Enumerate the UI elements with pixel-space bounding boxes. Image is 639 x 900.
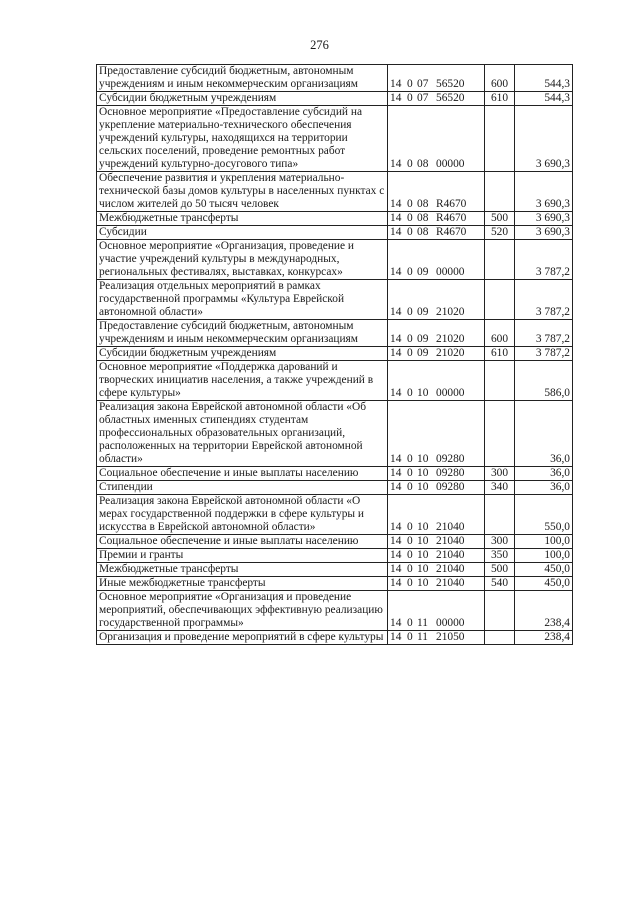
code-part: 0 — [407, 306, 413, 318]
row-name: Основное мероприятие «Организация и проведение мероприятий, обеспечивающих эффективную реализацию государственной программы» — [97, 591, 388, 631]
code-part: 0 — [407, 577, 413, 589]
row-code — [388, 106, 485, 172]
code-part: 21040 — [436, 549, 465, 561]
row-name: Межбюджетные трансферты — [97, 212, 388, 226]
code-part: 10 — [417, 387, 429, 399]
code-part: 14 — [390, 198, 402, 210]
row-amount: 550,0 — [515, 495, 573, 535]
row-expense-type — [485, 106, 515, 172]
row-code — [388, 577, 485, 591]
code-part: 08 — [417, 198, 429, 210]
code-part: 00000 — [436, 266, 465, 278]
row-name: Премии и гранты — [97, 549, 388, 563]
row-amount: 3 690,3 — [515, 106, 573, 172]
code-part: 14 — [390, 306, 402, 318]
code-part: 09 — [417, 306, 429, 318]
code-part: 08 — [417, 226, 429, 238]
row-code — [388, 212, 485, 226]
code-part: 21040 — [436, 521, 465, 533]
code-part: 14 — [390, 212, 402, 224]
code-part: 21040 — [436, 563, 465, 575]
row-amount: 3 787,2 — [515, 240, 573, 280]
code-part: 14 — [390, 481, 402, 493]
row-amount: 450,0 — [515, 563, 573, 577]
row-name: Реализация закона Еврейской автономной области «Об областных именных стипендиях студентам профессиональных образовательных организаций, расположенных на территории Еврейской автономной области» — [97, 401, 388, 467]
code-part: 09280 — [436, 481, 465, 493]
row-name: Стипендии — [97, 481, 388, 495]
table-row — [97, 320, 573, 347]
row-amount: 450,0 — [515, 577, 573, 591]
row-expense-type — [485, 631, 515, 645]
row-code — [388, 467, 485, 481]
code-part: 21020 — [436, 306, 465, 318]
table-row — [97, 347, 573, 361]
row-amount: 238,4 — [515, 591, 573, 631]
row-amount: 3 690,3 — [515, 226, 573, 240]
code-part: 10 — [417, 577, 429, 589]
row-expense-type — [485, 361, 515, 401]
row-expense-type: 500 — [485, 212, 515, 226]
row-name: Предоставление субсидий бюджетным, автономным учреждениям и иным некоммерческим организациям — [97, 320, 388, 347]
row-code — [388, 591, 485, 631]
row-expense-type: 520 — [485, 226, 515, 240]
code-part: 10 — [417, 535, 429, 547]
row-amount: 238,4 — [515, 631, 573, 645]
code-part: 08 — [417, 158, 429, 170]
row-amount: 3 787,2 — [515, 280, 573, 320]
row-code — [388, 320, 485, 347]
row-amount: 586,0 — [515, 361, 573, 401]
table-row — [97, 65, 573, 92]
row-name: Иные межбюджетные трансферты — [97, 577, 388, 591]
row-expense-type: 300 — [485, 467, 515, 481]
code-part: 14 — [390, 549, 402, 561]
code-part: 14 — [390, 563, 402, 575]
row-amount: 3 690,3 — [515, 212, 573, 226]
table-row — [97, 495, 573, 535]
row-code — [388, 549, 485, 563]
code-part: 00000 — [436, 158, 465, 170]
row-name: Обеспечение развития и укрепления материально-технической базы домов культуры в населенных пунктах с числом жителей до 50 тысяч человек — [97, 172, 388, 212]
table-row — [97, 631, 573, 645]
code-part: 21050 — [436, 631, 465, 643]
table-row — [97, 563, 573, 577]
code-part: 14 — [390, 387, 402, 399]
code-part: 56520 — [436, 92, 465, 104]
row-expense-type: 350 — [485, 549, 515, 563]
row-expense-type — [485, 172, 515, 212]
code-part: 09 — [417, 266, 429, 278]
table-row — [97, 467, 573, 481]
row-code — [388, 401, 485, 467]
code-part: 0 — [407, 266, 413, 278]
code-part: 10 — [417, 467, 429, 479]
row-code — [388, 347, 485, 361]
code-part: 09280 — [436, 453, 465, 465]
row-expense-type: 610 — [485, 92, 515, 106]
row-expense-type — [485, 401, 515, 467]
row-name: Субсидии — [97, 226, 388, 240]
code-part: 14 — [390, 78, 402, 90]
code-part: 10 — [417, 453, 429, 465]
row-name: Организация и проведение мероприятий в сфере культуры — [97, 631, 388, 645]
code-part: 11 — [417, 631, 428, 643]
table-row — [97, 92, 573, 106]
row-code — [388, 563, 485, 577]
row-expense-type: 600 — [485, 65, 515, 92]
row-expense-type: 540 — [485, 577, 515, 591]
code-part: 14 — [390, 577, 402, 589]
row-code — [388, 172, 485, 212]
row-code — [388, 226, 485, 240]
code-part: R4670 — [436, 198, 467, 210]
code-part: 0 — [407, 198, 413, 210]
code-part: 09 — [417, 333, 429, 345]
code-part: 14 — [390, 617, 402, 629]
code-part: 0 — [407, 535, 413, 547]
row-code — [388, 495, 485, 535]
code-part: 09280 — [436, 467, 465, 479]
row-code — [388, 361, 485, 401]
row-amount: 3 787,2 — [515, 320, 573, 347]
code-part: 10 — [417, 521, 429, 533]
table-row — [97, 172, 573, 212]
row-code — [388, 631, 485, 645]
budget-table-body — [97, 65, 573, 645]
code-part: 00000 — [436, 617, 465, 629]
row-name: Субсидии бюджетным учреждениям — [97, 92, 388, 106]
code-part: 56520 — [436, 78, 465, 90]
code-part: 14 — [390, 453, 402, 465]
code-part: 09 — [417, 347, 429, 359]
code-part: 00000 — [436, 387, 465, 399]
table-row — [97, 212, 573, 226]
code-part: R4670 — [436, 226, 467, 238]
code-part: 14 — [390, 535, 402, 547]
table-row — [97, 361, 573, 401]
table-row — [97, 280, 573, 320]
row-name: Основное мероприятие «Поддержка дарований и творческих инициатив населения, а также учреждений в сфере культуры» — [97, 361, 388, 401]
row-name: Субсидии бюджетным учреждениям — [97, 347, 388, 361]
row-code — [388, 92, 485, 106]
row-name: Реализация отдельных мероприятий в рамках государственной программы «Культура Еврейской автономной области» — [97, 280, 388, 320]
code-part: 0 — [407, 467, 413, 479]
row-expense-type: 610 — [485, 347, 515, 361]
code-part: 0 — [407, 333, 413, 345]
row-amount: 36,0 — [515, 481, 573, 495]
row-name: Социальное обеспечение и иные выплаты населению — [97, 467, 388, 481]
code-part: 14 — [390, 158, 402, 170]
row-name: Основное мероприятие «Организация, проведение и участие учреждений культуры в международных, региональных фестивалях, выставках, конкурсах» — [97, 240, 388, 280]
page-number: 276 — [310, 38, 329, 52]
row-amount: 544,3 — [515, 92, 573, 106]
code-part: 0 — [407, 92, 413, 104]
code-part: 21040 — [436, 577, 465, 589]
code-part: 0 — [407, 481, 413, 493]
code-part: 0 — [407, 563, 413, 575]
row-expense-type — [485, 280, 515, 320]
code-part: 10 — [417, 481, 429, 493]
row-name: Межбюджетные трансферты — [97, 563, 388, 577]
code-part: 0 — [407, 347, 413, 359]
code-part: 0 — [407, 158, 413, 170]
row-code — [388, 481, 485, 495]
code-part: 0 — [407, 212, 413, 224]
table-row — [97, 401, 573, 467]
code-part: 10 — [417, 549, 429, 561]
row-expense-type: 600 — [485, 320, 515, 347]
row-name: Социальное обеспечение и иные выплаты населению — [97, 535, 388, 549]
row-amount: 3 690,3 — [515, 172, 573, 212]
row-amount: 36,0 — [515, 401, 573, 467]
code-part: 14 — [390, 467, 402, 479]
budget-table — [96, 64, 573, 645]
row-expense-type: 500 — [485, 563, 515, 577]
row-name: Предоставление субсидий бюджетным, автономным учреждениям и иным некоммерческим организациям — [97, 65, 388, 92]
row-amount: 100,0 — [515, 549, 573, 563]
row-amount: 36,0 — [515, 467, 573, 481]
code-part: 0 — [407, 549, 413, 561]
code-part: 14 — [390, 333, 402, 345]
code-part: 0 — [407, 521, 413, 533]
table-row — [97, 226, 573, 240]
code-part: 08 — [417, 212, 429, 224]
row-expense-type — [485, 240, 515, 280]
row-amount: 544,3 — [515, 65, 573, 92]
row-amount: 100,0 — [515, 535, 573, 549]
row-name: Основное мероприятие «Предоставление субсидий на укрепление материально-технического обеспечения учреждений культуры, находящихся на территории сельских поселений, проведение ремонтных работ учреждений культурно-досугового типа» — [97, 106, 388, 172]
table-row — [97, 577, 573, 591]
table-row — [97, 106, 573, 172]
row-code — [388, 240, 485, 280]
row-expense-type: 300 — [485, 535, 515, 549]
row-code — [388, 280, 485, 320]
code-part: R4670 — [436, 212, 467, 224]
row-name: Реализация закона Еврейской автономной области «О мерах государственной поддержки в сфере культуры и искусства в Еврейской автономной области» — [97, 495, 388, 535]
code-part: 21040 — [436, 535, 465, 547]
code-part: 21020 — [436, 347, 465, 359]
code-part: 0 — [407, 78, 413, 90]
code-part: 21020 — [436, 333, 465, 345]
code-part: 14 — [390, 226, 402, 238]
row-amount: 3 787,2 — [515, 347, 573, 361]
code-part: 14 — [390, 631, 402, 643]
code-part: 07 — [417, 78, 429, 90]
code-part: 0 — [407, 453, 413, 465]
row-expense-type — [485, 495, 515, 535]
table-row — [97, 481, 573, 495]
code-part: 14 — [390, 266, 402, 278]
code-part: 14 — [390, 347, 402, 359]
code-part: 0 — [407, 226, 413, 238]
code-part: 0 — [407, 631, 413, 643]
code-part: 14 — [390, 92, 402, 104]
code-part: 0 — [407, 617, 413, 629]
row-code — [388, 535, 485, 549]
code-part: 11 — [417, 617, 428, 629]
code-part: 14 — [390, 521, 402, 533]
row-code — [388, 65, 485, 92]
row-expense-type — [485, 591, 515, 631]
table-row — [97, 240, 573, 280]
code-part: 0 — [407, 387, 413, 399]
row-expense-type: 340 — [485, 481, 515, 495]
code-part: 10 — [417, 563, 429, 575]
table-row — [97, 549, 573, 563]
table-row — [97, 535, 573, 549]
table-row — [97, 591, 573, 631]
code-part: 07 — [417, 92, 429, 104]
